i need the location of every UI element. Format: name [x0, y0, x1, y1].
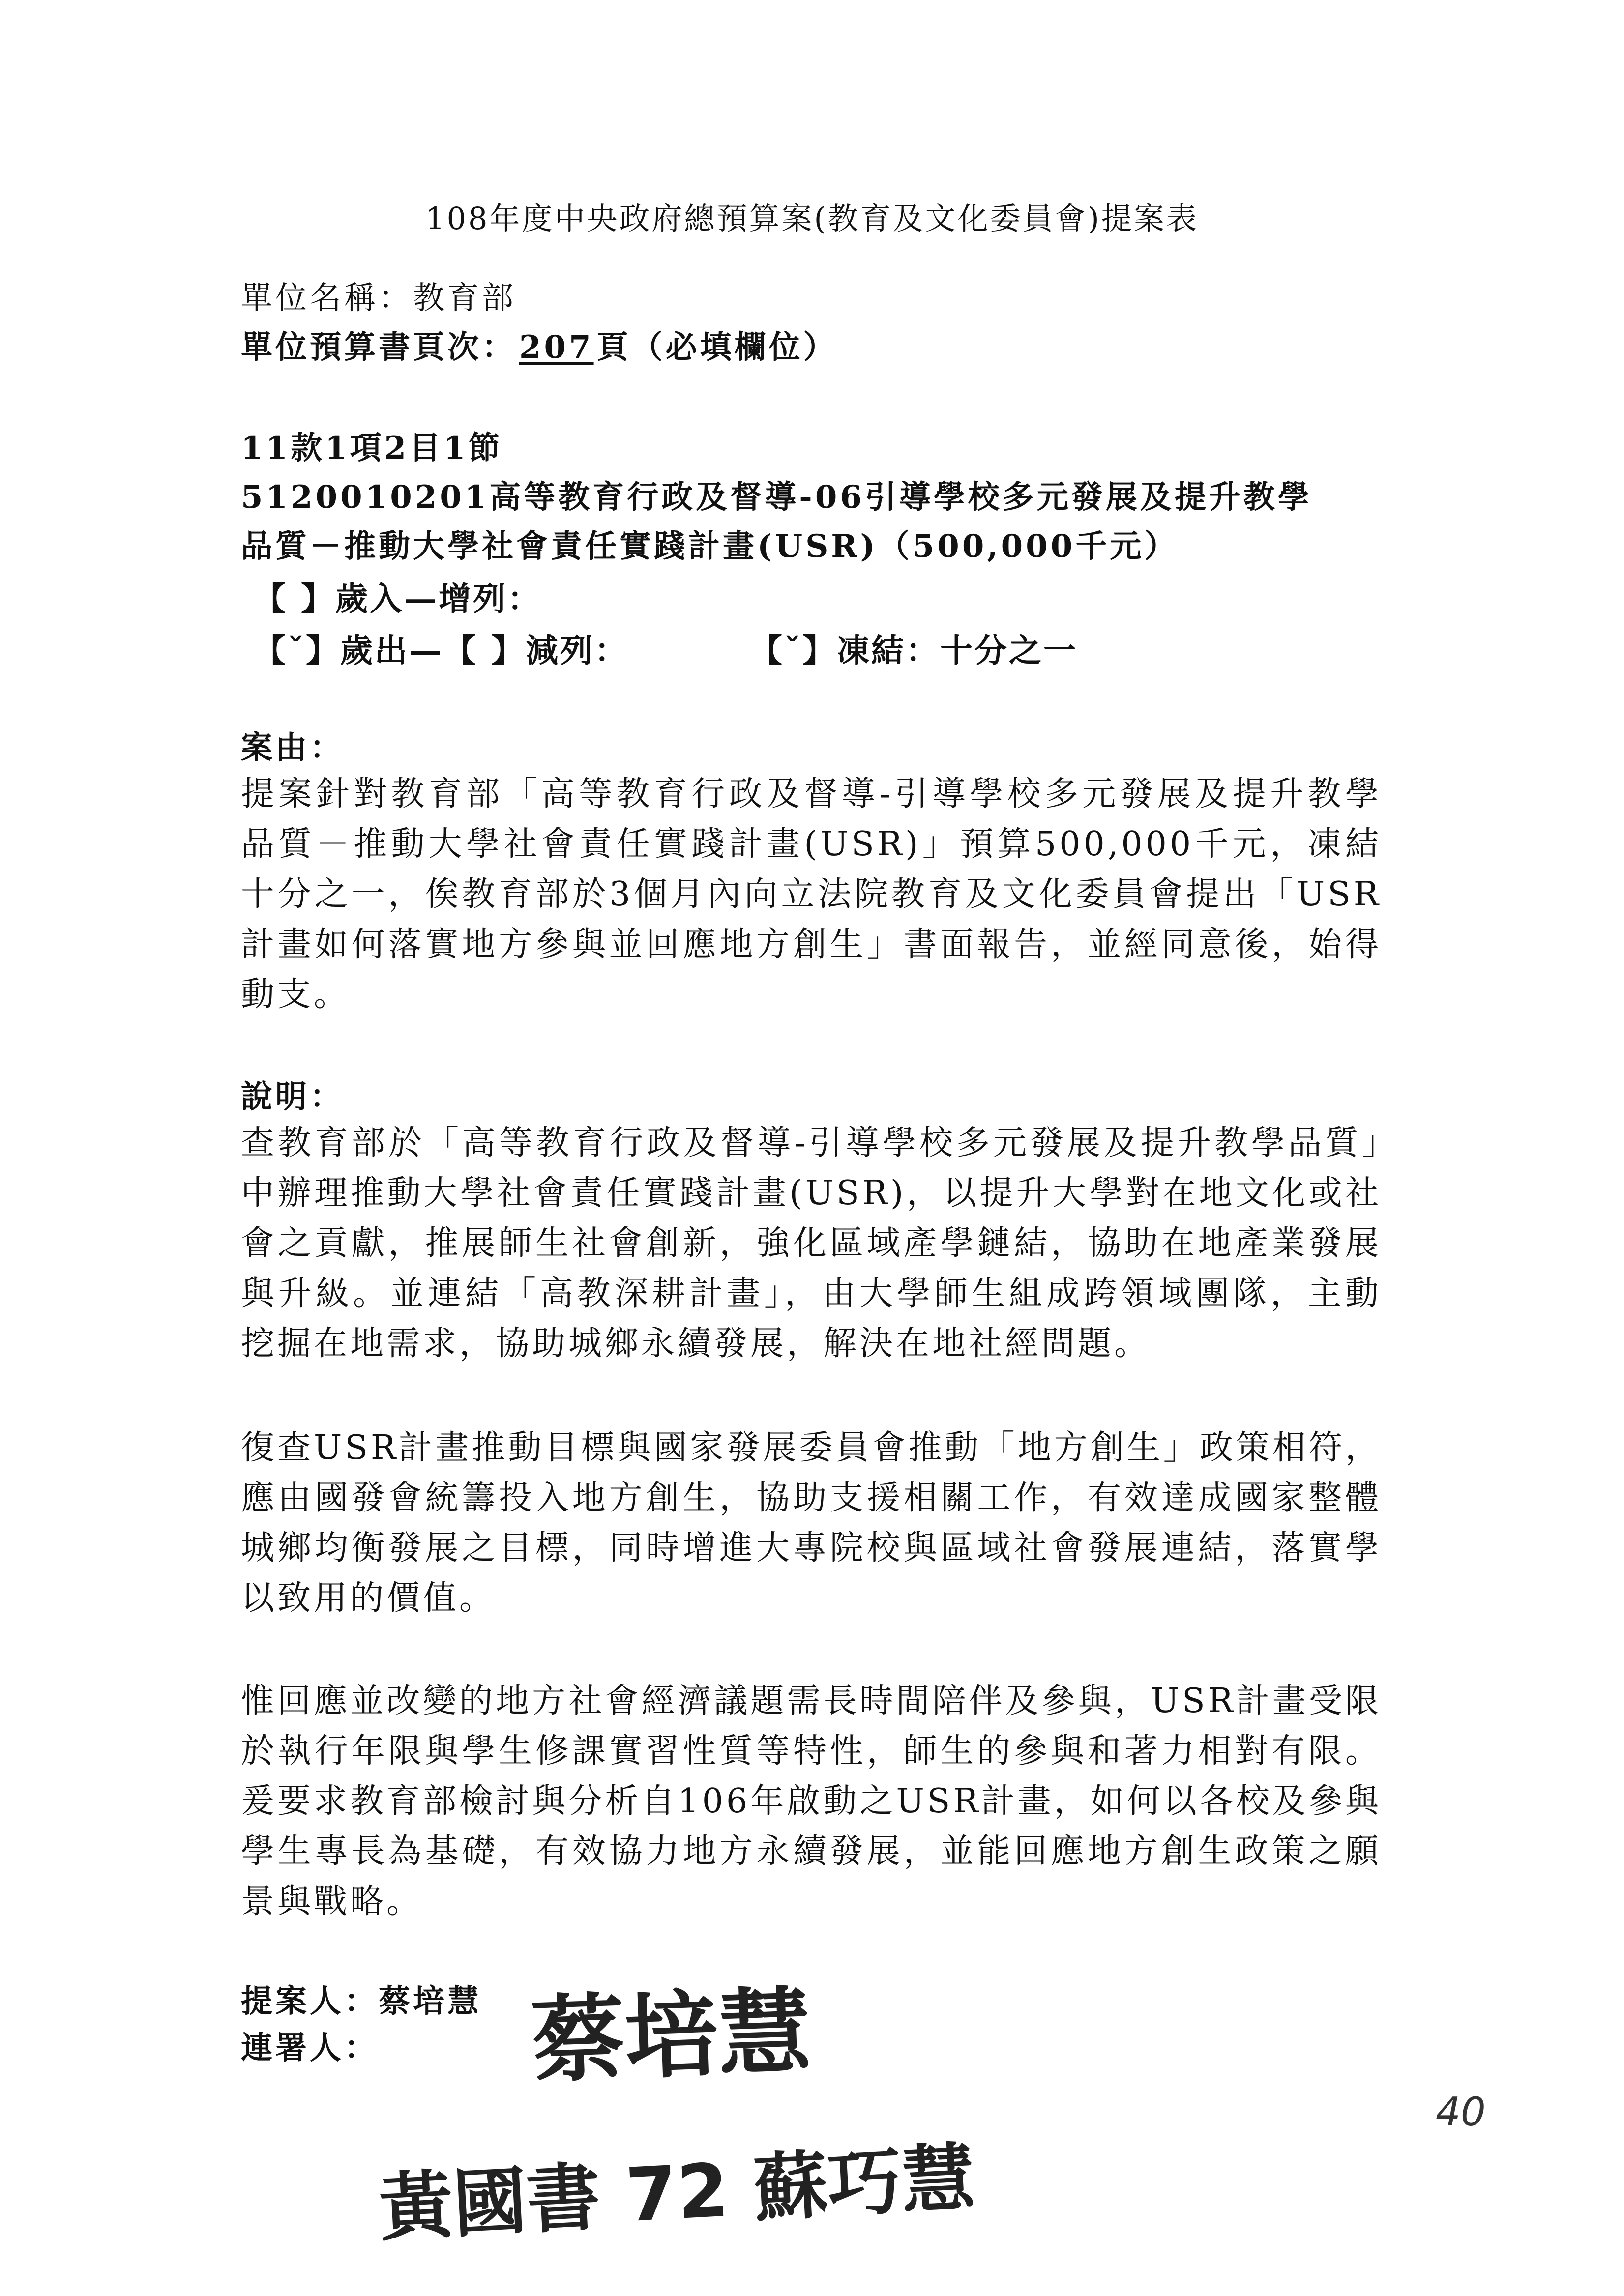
document-title: 108年度中央政府總預算案(教育及文化委員會)提案表 — [425, 201, 1199, 236]
proposer-line: 提案人：蔡培慧 — [241, 1983, 482, 2020]
proposer-signature: 蔡培慧 — [529, 1977, 814, 2095]
reason-text: 提案針對教育部「高等教育行政及督導-引導學校多元發展及提升教學品質－推動大學社會責任實踐計畫(USR)」預算500,000千元，凍結十分之一，俟教育部於3個月內向立法院教育及文化委員會提出「USR計畫如何落實地方參與並回應地方創生」書面報告，並經同意後，始得動支。 — [241, 775, 1382, 1014]
page-number: 40 — [1436, 2089, 1486, 2135]
cosigner-signature: 黃國書 72 蘇巧慧 — [377, 2135, 977, 2252]
plan-title-line-1: 5120010201高等教育行政及督導-06引導學校多元發展及提升教學 — [241, 479, 1312, 516]
plan-title-line-2: 品質－推動大學社會責任實踐計畫(USR)（500,000千元） — [241, 528, 1179, 565]
freeze-line: 【ˇ】凍結：十分之一 — [750, 631, 1078, 669]
cosigner-line: 連署人： — [241, 2030, 379, 2066]
section-code: 11款1項2目1節 — [241, 430, 503, 466]
explanation-heading: 說明： — [241, 1078, 344, 1115]
reason-heading: 案由： — [241, 729, 344, 766]
budget-page-suffix: 頁（必填欄位） — [596, 329, 838, 366]
explanation-paragraph-2: 復查USR計畫推動目標與國家發展委員會推動「地方創生」政策相符，應由國發會統籌投入地方創生，協助支援相關工作，有效達成國家整體城鄉均衡發展之目標，同時增進大專院校與區域社會發展連結，落實學以致用的價值。 — [241, 1428, 1382, 1618]
budget-page-value: 207 — [519, 329, 594, 366]
budget-page-prefix: 單位預算書頁次： — [241, 329, 516, 366]
budget-page-line — [241, 322, 838, 367]
explanation-paragraph-3: 惟回應並改變的地方社會經濟議題需長時間陪伴及參與，USR計畫受限於執行年限與學生修課實習性質等特性，師生的參與和著力相對有限。爰要求教育部檢討與分析自106年啟動之USR計畫，如何以各校及參與學生專長為基礎，有效協力地方永續發展，並能回應地方創生政策之願景與戰略。 — [241, 1682, 1382, 1921]
unit-name: 單位名稱：教育部 — [241, 280, 516, 317]
expenditure-reduce-line: 【ˇ】歲出—【 】減列： — [253, 631, 629, 669]
revenue-increase-line: 【 】歲入—增列： — [253, 580, 542, 618]
explanation-paragraph-1: 查教育部於「高等教育行政及督導-引導學校多元發展及提升教學品質」中辦理推動大學社會責任實踐計畫(USR)，以提升大學對在地文化或社會之貢獻，推展師生社會創新，強化區域產學鏈結，協助在地產業發展與升級。並連結「高教深耕計畫」，由大學師生組成跨領域團隊，主動挖掘在地需求，協助城鄉永續發展，解決在地社經問題。 — [241, 1124, 1382, 1363]
